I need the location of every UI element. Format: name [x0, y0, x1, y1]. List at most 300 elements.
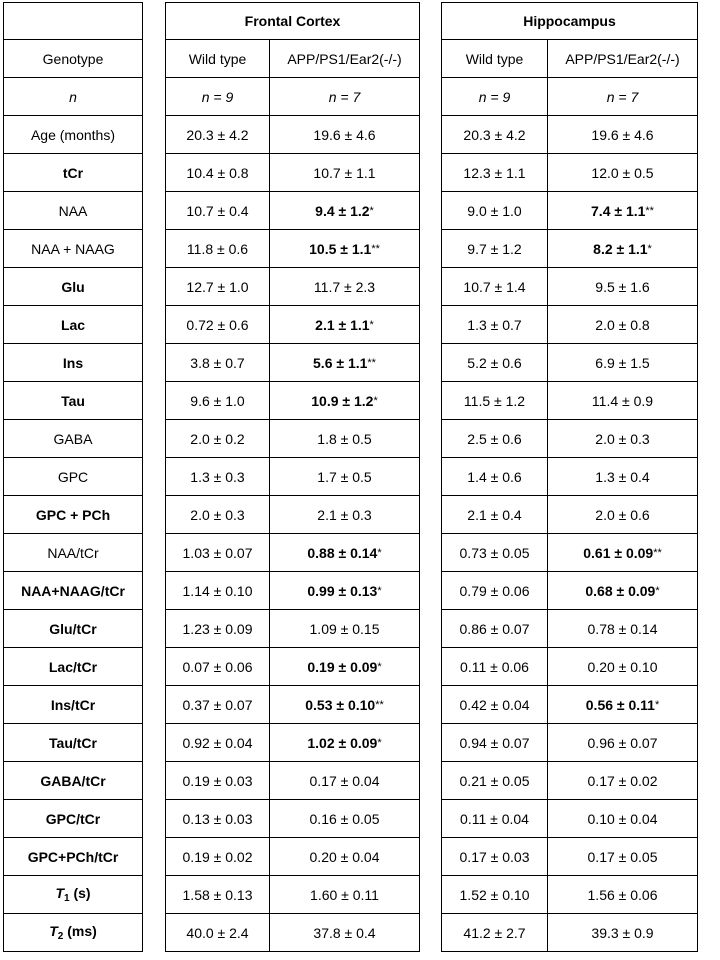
hc-ko-cell: [548, 572, 698, 610]
fc-ko-cell: [270, 230, 420, 268]
hc-ko-cell-value: 2.0 ± 0.6: [595, 506, 650, 523]
row-label: Lac/tCr: [4, 648, 143, 686]
fc-wt-cell-value: 10.4 ± 0.8: [186, 164, 249, 181]
hc-ko-cell: 39.3 ± 0.9: [548, 914, 698, 952]
fc-wt-cell-value: 2.0 ± 0.3: [190, 506, 245, 523]
fc-ko-cell: [270, 534, 420, 572]
fc-wt-cell-value: 0.37 ± 0.07: [182, 696, 253, 713]
spacer-cell: [420, 724, 442, 762]
table-row: [4, 648, 698, 686]
table-row: [4, 230, 698, 268]
table-row: [4, 458, 698, 496]
hc-ko-cell-value: 0.61 ± 0.09: [583, 544, 654, 561]
hc-ko-cell-value: 19.6 ± 4.6: [591, 126, 654, 143]
relaxation-symbol: T: [49, 923, 58, 939]
hc-ko-cell: [548, 686, 698, 724]
hc-ko-cell-value: 0.96 ± 0.07: [587, 734, 658, 751]
hc-wt-cell: [442, 572, 548, 610]
fc-wt-cell: [166, 534, 270, 572]
hc-wt-cell-value: 1.4 ± 0.6: [467, 468, 522, 485]
hc-wt-cell: [442, 838, 548, 876]
row-label: NAA+NAAG/tCr: [4, 572, 143, 610]
hc-ko-cell-value: 2.0 ± 0.3: [595, 430, 650, 447]
fc-wt-cell-value: 1.03 ± 0.07: [182, 544, 253, 561]
fc-wt-cell: 40.0 ± 2.4: [166, 914, 270, 952]
row-label: NAA/tCr: [4, 534, 143, 572]
hc-wt-cell: [442, 610, 548, 648]
relaxation-symbol: T: [55, 885, 64, 901]
fc-ko-cell-value: 0.20 ± 0.04: [309, 848, 380, 865]
hc-ko-cell-value: 0.20 ± 0.10: [587, 658, 658, 675]
table-row: [4, 724, 698, 762]
fc-ko-cell-value: 1.8 ± 0.5: [317, 430, 372, 447]
fc-ko-cell: [270, 192, 420, 230]
relaxation-row: [4, 876, 698, 914]
hc-wt-cell: [442, 268, 548, 306]
significance-marker: **: [375, 698, 384, 711]
table-row: [4, 686, 698, 724]
hc-ko-cell: [548, 306, 698, 344]
fc-wt-cell-value: 0.92 ± 0.04: [182, 734, 253, 751]
hc-wt-cell-value: 0.79 ± 0.06: [459, 582, 530, 599]
spacer-cell: [143, 344, 166, 382]
fc-ko-cell-value: 0.88 ± 0.14: [307, 544, 378, 561]
fc-ko-cell: [270, 724, 420, 762]
spacer-cell: [420, 116, 442, 154]
fc-wt-n: n = 9: [166, 78, 270, 116]
fc-ko-cell: [270, 496, 420, 534]
hc-wt-cell: [442, 116, 548, 154]
fc-ko-cell-value: 10.7 ± 1.1: [313, 164, 376, 181]
spacer-cell: [420, 686, 442, 724]
hc-wt-cell-value: 9.7 ± 1.2: [467, 240, 522, 257]
fc-wt-cell-value: 0.19 ± 0.02: [182, 848, 253, 865]
hc-wt-cell: [442, 800, 548, 838]
spacer-cell: [420, 800, 442, 838]
fc-ko-cell-value: 1.7 ± 0.5: [317, 468, 372, 485]
hc-ko-cell: [548, 382, 698, 420]
fc-ko-cell-value: 10.9 ± 1.2: [311, 392, 374, 409]
fc-wt-cell: [166, 686, 270, 724]
relaxation-unit: (ms): [63, 923, 97, 939]
row-label: GPC/tCr: [4, 800, 143, 838]
spacer-cell: [143, 40, 166, 78]
fc-wt-cell: [166, 344, 270, 382]
significance-marker: **: [367, 356, 376, 369]
spacer-cell: [143, 268, 166, 306]
hc-ko-cell-value: 0.68 ± 0.09: [585, 582, 656, 599]
table-row: [4, 154, 698, 192]
region-header-row: [4, 3, 698, 40]
hc-wt-cell-value: 0.17 ± 0.03: [459, 848, 530, 865]
row-label: tCr: [4, 154, 143, 192]
table-row: [4, 268, 698, 306]
row-label: Glu/tCr: [4, 610, 143, 648]
table-row: [4, 192, 698, 230]
significance-marker: *: [373, 394, 378, 407]
hc-wt-cell-value: 0.21 ± 0.05: [459, 772, 530, 789]
fc-wt-cell-value: 1.14 ± 0.10: [182, 582, 253, 599]
table-row: [4, 572, 698, 610]
table-row: [4, 800, 698, 838]
spacer-cell: [143, 192, 166, 230]
fc-ko-cell: [270, 382, 420, 420]
hc-ko-cell-value: 0.78 ± 0.14: [587, 620, 658, 637]
row-label: Age (months): [4, 116, 143, 154]
hc-ko-cell: [548, 496, 698, 534]
fc-wt-cell: [166, 610, 270, 648]
spacer-cell: [420, 230, 442, 268]
hc-wt-cell: [442, 382, 548, 420]
relaxation-subscript: 1: [64, 893, 70, 904]
fc-ko-cell: [270, 686, 420, 724]
spacer-cell: [143, 686, 166, 724]
fc-ko-cell-value: 0.16 ± 0.05: [309, 810, 380, 827]
row-label: NAA + NAAG: [4, 230, 143, 268]
hc-wt-cell: [442, 762, 548, 800]
spacer-cell: [143, 420, 166, 458]
fc-ko-cell: [270, 268, 420, 306]
hc-knockout-header: APP/PS1/Ear2(-/-): [548, 40, 698, 78]
hc-ko-cell: [548, 458, 698, 496]
fc-ko-cell: [270, 420, 420, 458]
fc-wt-cell: [166, 268, 270, 306]
hc-wt-cell: [442, 496, 548, 534]
fc-ko-cell-value: 0.19 ± 0.09: [307, 658, 378, 675]
row-label: GABA: [4, 420, 143, 458]
hc-ko-cell: [548, 344, 698, 382]
fc-ko-cell-value: 5.6 ± 1.1: [313, 354, 368, 371]
fc-ko-cell-value: 0.99 ± 0.13: [307, 582, 378, 599]
fc-wt-cell: [166, 382, 270, 420]
fc-ko-cell-value: 0.17 ± 0.04: [309, 772, 380, 789]
spacer-cell: [143, 762, 166, 800]
significance-marker: *: [655, 584, 660, 597]
spacer-cell: [143, 3, 166, 40]
significance-marker: *: [654, 698, 660, 711]
hc-ko-cell-value: 7.4 ± 1.1: [591, 202, 646, 219]
fc-wt-cell: [166, 838, 270, 876]
fc-ko-cell-value: 2.1 ± 0.3: [317, 506, 372, 523]
fc-wt-cell: [166, 306, 270, 344]
significance-marker: *: [377, 660, 382, 673]
hc-ko-cell-value: 0.10 ± 0.04: [587, 810, 658, 827]
genotype-label: Genotype: [4, 40, 143, 78]
fc-ko-cell: [270, 458, 420, 496]
spacer-cell: [420, 496, 442, 534]
fc-wt-cell-value: 0.19 ± 0.03: [182, 772, 253, 789]
hc-ko-cell: [548, 610, 698, 648]
hc-ko-cell: [548, 268, 698, 306]
spacer-cell: [143, 800, 166, 838]
spacer-cell: [420, 192, 442, 230]
spacer-cell: [143, 610, 166, 648]
spacer-cell: [143, 534, 166, 572]
spacer-cell: [143, 154, 166, 192]
hc-wt-cell: [442, 648, 548, 686]
significance-marker: *: [377, 584, 382, 597]
hc-wt-n: n = 9: [442, 78, 548, 116]
relaxation-row: [4, 914, 698, 952]
hc-ko-cell: [548, 116, 698, 154]
hc-ko-cell: [548, 800, 698, 838]
n-row: [4, 78, 698, 116]
spacer-cell: [420, 344, 442, 382]
corner-cell: [4, 3, 143, 40]
spacer-cell: [143, 838, 166, 876]
fc-wt-cell-value: 0.07 ± 0.06: [182, 658, 253, 675]
hc-wt-cell-value: 2.5 ± 0.6: [467, 430, 522, 447]
spacer-cell: [420, 3, 442, 40]
fc-wt-cell: [166, 116, 270, 154]
hc-ko-cell-value: 2.0 ± 0.8: [595, 316, 650, 333]
row-label: GABA/tCr: [4, 762, 143, 800]
fc-ko-cell: [270, 306, 420, 344]
fc-ko-cell: [270, 648, 420, 686]
spacer-cell: [143, 876, 166, 914]
hc-ko-cell: [548, 724, 698, 762]
fc-wt-cell-value: 20.3 ± 4.2: [186, 126, 249, 143]
hc-ko-cell-value: 0.56 ± 0.11: [585, 696, 655, 713]
hc-wt-cell: [442, 534, 548, 572]
fc-wt-cell-value: 10.7 ± 0.4: [186, 202, 249, 219]
spacer-cell: [143, 648, 166, 686]
fc-ko-cell-value: 9.4 ± 1.2: [315, 202, 370, 219]
hc-wt-cell: [442, 344, 548, 382]
spacer-cell: [420, 420, 442, 458]
hc-wt-cell-value: 0.42 ± 0.04: [459, 696, 530, 713]
row-label: [4, 876, 143, 914]
row-label: [4, 914, 143, 952]
fc-wt-cell-value: 2.0 ± 0.2: [190, 430, 245, 447]
relaxation-unit: (s): [69, 885, 91, 901]
hc-ko-cell-value: 0.17 ± 0.05: [587, 848, 658, 865]
table-row: [4, 496, 698, 534]
spacer-cell: [420, 458, 442, 496]
fc-wt-cell: 1.58 ± 0.13: [166, 876, 270, 914]
hc-ko-cell-value: 9.5 ± 1.6: [595, 278, 650, 295]
fc-wt-cell-value: 0.72 ± 0.6: [186, 316, 249, 333]
metabolite-table: [3, 2, 698, 952]
hc-ko-cell: [548, 192, 698, 230]
hc-ko-cell-value: 11.4 ± 0.9: [591, 392, 654, 409]
hc-wt-cell-value: 20.3 ± 4.2: [463, 126, 526, 143]
fc-wt-cell: [166, 572, 270, 610]
hc-ko-cell-value: 8.2 ± 1.1: [593, 240, 648, 257]
fc-ko-cell: 1.60 ± 0.11: [270, 876, 420, 914]
fc-wt-cell: [166, 230, 270, 268]
hc-wt-cell-value: 9.0 ± 1.0: [467, 202, 522, 219]
fc-ko-n: n = 7: [270, 78, 420, 116]
hc-wt-cell-value: 0.94 ± 0.07: [459, 734, 530, 751]
fc-wt-cell-value: 3.8 ± 0.7: [190, 354, 245, 371]
hc-wt-cell-value: 0.11 ± 0.06: [460, 658, 529, 675]
fc-wt-cell-value: 1.3 ± 0.3: [190, 468, 245, 485]
row-label: Tau: [4, 382, 143, 420]
fc-ko-cell: [270, 344, 420, 382]
spacer-cell: [143, 382, 166, 420]
hc-ko-cell: [548, 534, 698, 572]
row-label: GPC+PCh/tCr: [4, 838, 143, 876]
hc-ko-cell: [548, 230, 698, 268]
table-row: [4, 306, 698, 344]
fc-ko-cell-value: 11.7 ± 2.3: [313, 278, 376, 295]
spacer-cell: [420, 610, 442, 648]
fc-ko-cell-value: 10.5 ± 1.1: [309, 240, 372, 257]
hc-wt-cell-value: 0.86 ± 0.07: [459, 620, 530, 637]
hc-wt-cell: [442, 724, 548, 762]
fc-wt-cell-value: 0.13 ± 0.03: [182, 810, 253, 827]
hc-wt-cell: [442, 154, 548, 192]
fc-ko-cell: [270, 838, 420, 876]
table-row: [4, 534, 698, 572]
fc-ko-cell: [270, 610, 420, 648]
significance-marker: **: [653, 546, 662, 559]
n-label: n: [4, 78, 143, 116]
table-row: [4, 420, 698, 458]
hc-ko-cell: 1.56 ± 0.06: [548, 876, 698, 914]
hc-wt-cell-value: 11.5 ± 1.2: [463, 392, 526, 409]
hc-ko-cell: [548, 648, 698, 686]
spacer-cell: [420, 762, 442, 800]
hippocampus-header: Hippocampus: [442, 3, 698, 40]
fc-wt-cell: [166, 420, 270, 458]
hc-wt-cell: [442, 192, 548, 230]
fc-wt-cell-value: 12.7 ± 1.0: [186, 278, 249, 295]
hc-wt-cell: 1.52 ± 0.10: [442, 876, 548, 914]
spacer-cell: [420, 648, 442, 686]
fc-ko-cell: 37.8 ± 0.4: [270, 914, 420, 952]
spacer-cell: [143, 458, 166, 496]
table-row: [4, 610, 698, 648]
fc-ko-cell-value: 1.02 ± 0.09: [307, 734, 378, 751]
hc-ko-cell: [548, 154, 698, 192]
significance-marker: *: [377, 546, 382, 559]
fc-wt-cell-value: 9.6 ± 1.0: [190, 392, 245, 409]
fc-wt-cell: [166, 458, 270, 496]
spacer-cell: [420, 534, 442, 572]
hc-wt-cell: [442, 686, 548, 724]
relaxation-subscript: 2: [57, 931, 64, 942]
fc-wt-cell: [166, 800, 270, 838]
spacer-cell: [420, 268, 442, 306]
frontal-cortex-header: Frontal Cortex: [166, 3, 420, 40]
hc-ko-cell: [548, 838, 698, 876]
spacer-cell: [420, 914, 442, 952]
hc-wt-cell: [442, 230, 548, 268]
fc-wt-cell: [166, 724, 270, 762]
significance-marker: **: [371, 242, 380, 255]
fc-wt-cell: [166, 154, 270, 192]
fc-ko-cell: [270, 154, 420, 192]
hc-wt-cell-value: 1.3 ± 0.7: [467, 316, 522, 333]
hc-ko-cell: [548, 420, 698, 458]
table-row: [4, 762, 698, 800]
hc-ko-cell-value: 1.3 ± 0.4: [595, 468, 650, 485]
row-label: NAA: [4, 192, 143, 230]
hc-wt-cell-value: 0.11 ± 0.04: [460, 810, 529, 827]
fc-ko-cell-value: 2.1 ± 1.1: [315, 316, 370, 333]
significance-marker: *: [647, 242, 652, 255]
fc-wt-cell: [166, 648, 270, 686]
spacer-cell: [143, 306, 166, 344]
fc-ko-cell: [270, 762, 420, 800]
hc-wt-cell: [442, 458, 548, 496]
fc-wt-cell-value: 1.23 ± 0.09: [182, 620, 253, 637]
spacer-cell: [420, 78, 442, 116]
row-label: Ins/tCr: [4, 686, 143, 724]
fc-ko-cell: [270, 800, 420, 838]
spacer-cell: [420, 838, 442, 876]
row-label: Ins: [4, 344, 143, 382]
hc-wt-cell-value: 0.73 ± 0.05: [459, 544, 530, 561]
fc-wt-cell-value: 11.8 ± 0.6: [186, 240, 249, 257]
spacer-cell: [420, 154, 442, 192]
spacer-cell: [420, 306, 442, 344]
hc-ko-cell-value: 6.9 ± 1.5: [595, 354, 650, 371]
row-label: Glu: [4, 268, 143, 306]
spacer-cell: [143, 914, 166, 952]
fc-knockout-header: APP/PS1/Ear2(-/-): [270, 40, 420, 78]
hc-ko-cell: [548, 762, 698, 800]
hc-wt-cell: [442, 420, 548, 458]
hc-wt-cell-value: 2.1 ± 0.4: [467, 506, 522, 523]
row-label: GPC: [4, 458, 143, 496]
fc-ko-cell-value: 19.6 ± 4.6: [313, 126, 376, 143]
hc-ko-cell-value: 12.0 ± 0.5: [591, 164, 654, 181]
fc-wild-type-header: Wild type: [166, 40, 270, 78]
table-row: [4, 838, 698, 876]
spacer-cell: [420, 382, 442, 420]
row-label: Tau/tCr: [4, 724, 143, 762]
significance-marker: **: [645, 204, 654, 217]
spacer-cell: [143, 572, 166, 610]
hc-wt-cell-value: 5.2 ± 0.6: [467, 354, 522, 371]
table-row: [4, 344, 698, 382]
spacer-cell: [420, 40, 442, 78]
spacer-cell: [143, 78, 166, 116]
hc-ko-cell-value: 0.17 ± 0.02: [587, 772, 658, 789]
fc-wt-cell: [166, 192, 270, 230]
fc-wt-cell: [166, 496, 270, 534]
spacer-cell: [143, 230, 166, 268]
spacer-cell: [143, 496, 166, 534]
fc-ko-cell-value: 0.53 ± 0.10: [305, 696, 376, 713]
hc-wt-cell-value: 10.7 ± 1.4: [463, 278, 526, 295]
row-label: Lac: [4, 306, 143, 344]
fc-ko-cell: [270, 572, 420, 610]
hc-wt-cell: 41.2 ± 2.7: [442, 914, 548, 952]
table-row: [4, 116, 698, 154]
significance-marker: *: [377, 736, 382, 749]
hc-ko-n: n = 7: [548, 78, 698, 116]
genotype-row: [4, 40, 698, 78]
fc-ko-cell: [270, 116, 420, 154]
table-row: [4, 382, 698, 420]
hc-wt-cell-value: 12.3 ± 1.1: [463, 164, 526, 181]
fc-wt-cell: [166, 762, 270, 800]
significance-marker: *: [369, 318, 374, 331]
spacer-cell: [420, 876, 442, 914]
hc-wild-type-header: Wild type: [442, 40, 548, 78]
spacer-cell: [143, 724, 166, 762]
spacer-cell: [420, 572, 442, 610]
significance-marker: *: [369, 204, 374, 217]
row-label: GPC + PCh: [4, 496, 143, 534]
spacer-cell: [143, 116, 166, 154]
fc-ko-cell-value: 1.09 ± 0.15: [309, 620, 380, 637]
hc-wt-cell: [442, 306, 548, 344]
